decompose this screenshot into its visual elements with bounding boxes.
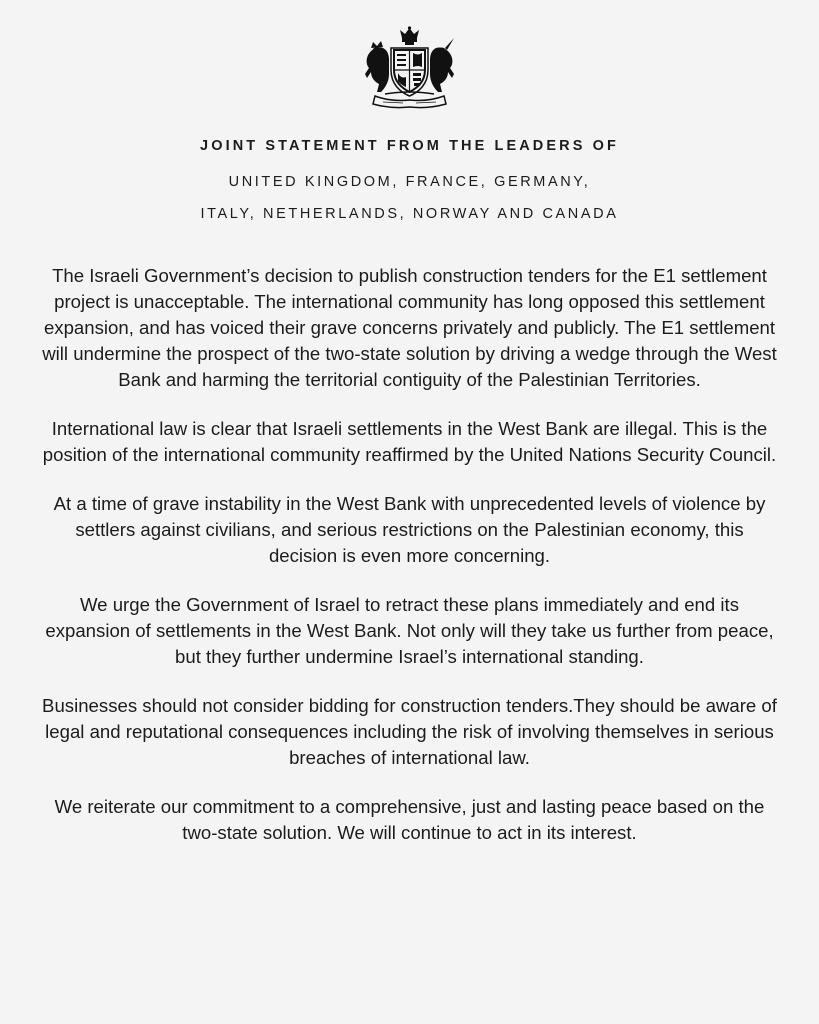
- paragraph-instability: At a time of grave instability in the West Bank with unprecedented levels of violence by settlers against civilians, and serious restrictions on the Palestinian economy, this decision is even more concerning.: [53, 493, 766, 566]
- statement-body: [40, 263, 779, 869]
- statement-heading: JOINT STATEMENT FROM THE LEADERS OF: [200, 138, 619, 154]
- paragraph-e1-decision: The Israeli Government’s decision to publish construction tenders for the E1 settlement project is unacceptable. The international community has long opposed this settlement expansion, and has voiced their grave concerns privately and publicly. The E1 settlement will undermine the prospect of the two-state solution by driving a wedge through the West Bank and harming the territorial contiguity of the Palestinian Territories.: [42, 265, 777, 390]
- paragraph-commitment: We reiterate our commitment to a comprehensive, just and lasting peace based on the two-state solution. We will continue to act in its interest.: [54, 796, 765, 843]
- paragraph-businesses: Businesses should not consider bidding for construction tenders.They should be aware of legal and reputational consequences including the risk of involving themselves in serious breaches of international law.: [42, 695, 777, 768]
- paragraph-urge-retract: We urge the Government of Israel to retract these plans immediately and end its expansion of settlements in the West Bank. Not only will they take us further from peace, but they further undermine Israel’s international standing.: [45, 594, 774, 667]
- statement-countries-line-1: UNITED KINGDOM, FRANCE, GERMANY,: [228, 174, 591, 190]
- statement-countries-line-2: ITALY, NETHERLANDS, NORWAY AND CANADA: [200, 206, 619, 222]
- royal-coat-of-arms-icon: [361, 26, 458, 110]
- paragraph-international-law: International law is clear that Israeli settlements in the West Bank are illegal. This is the position of the international community reaffirmed by the United Nations Security Council.: [42, 418, 777, 465]
